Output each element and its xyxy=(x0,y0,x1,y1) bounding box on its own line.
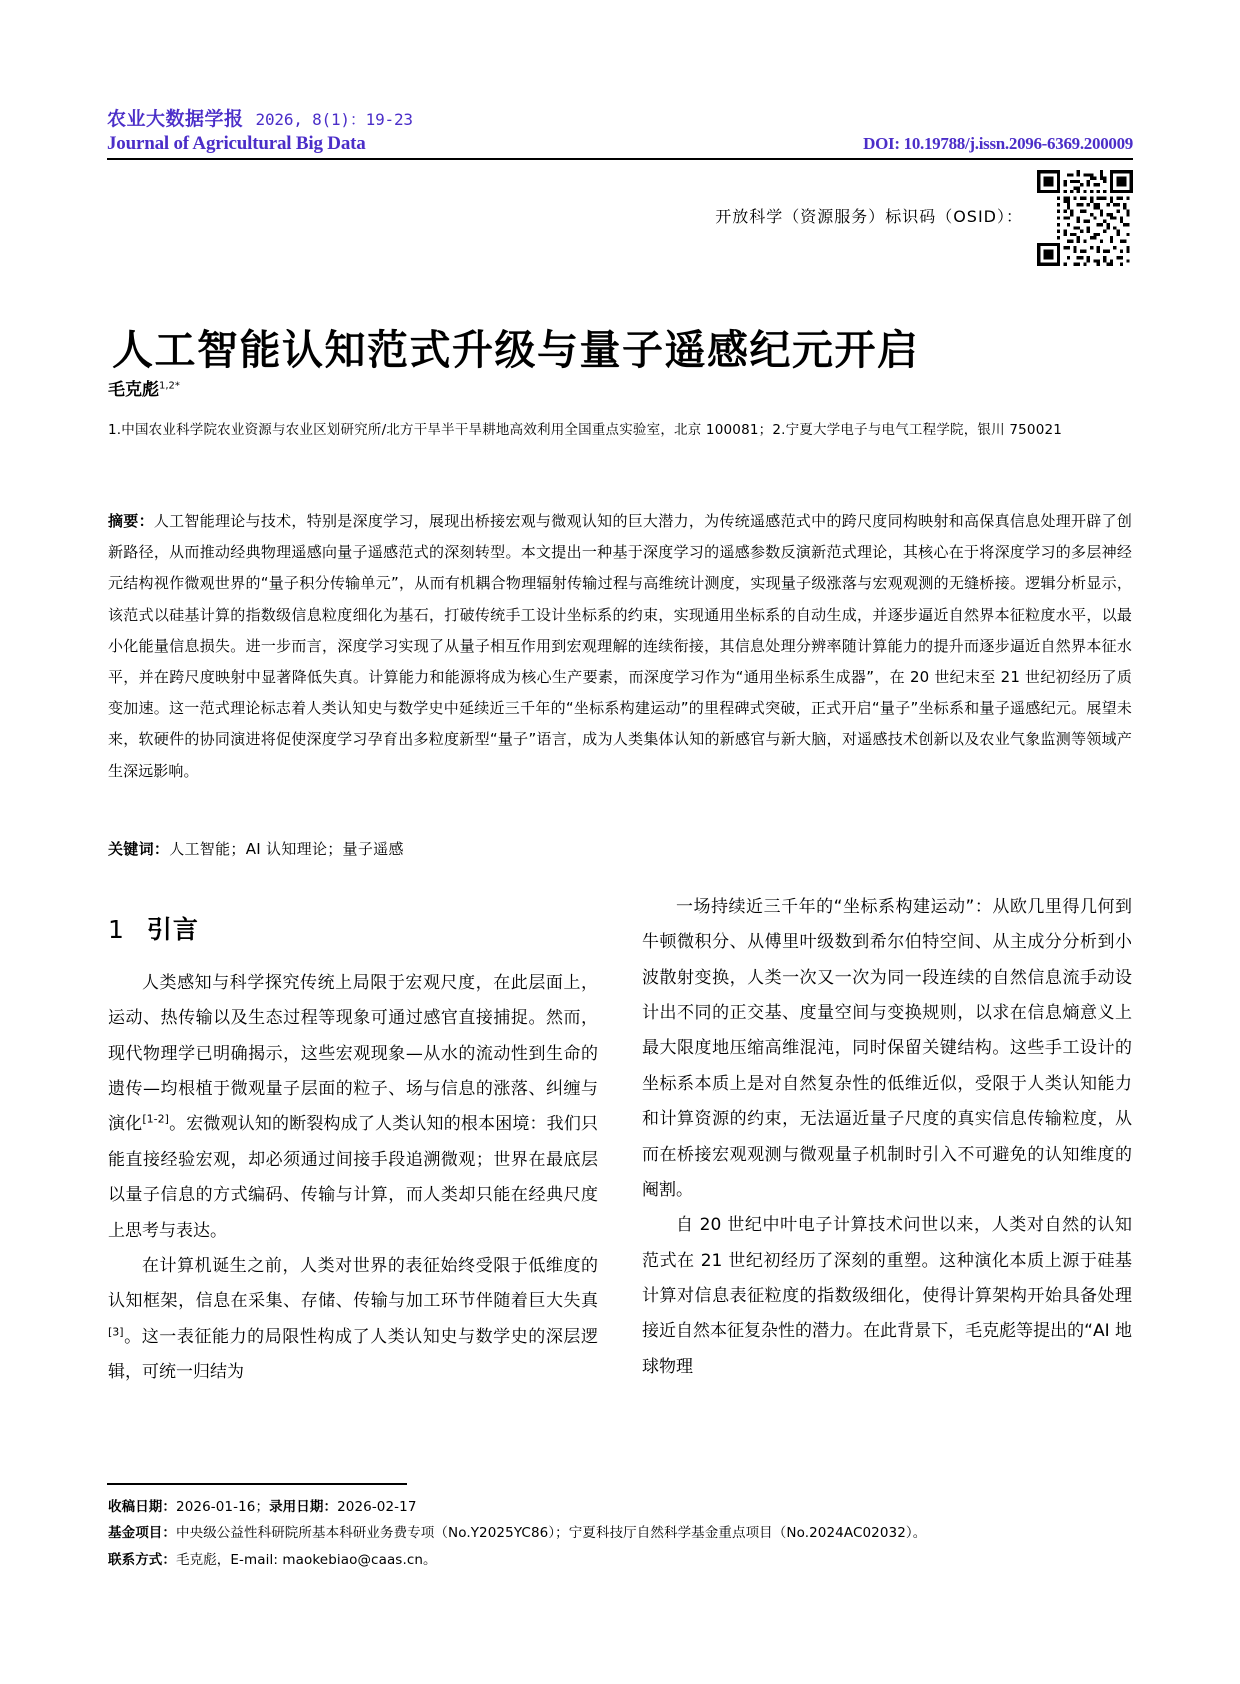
journal-title-block xyxy=(107,104,413,131)
paragraph: 自 20 世纪中叶电子计算技术问世以来，人类对自然的认知范式在 21 世纪初经历了深刻的重塑。这种演化本质上源于硅基计算对信息表征粒度的指数级细化，使得计算架构开始具备处理接近自然本征复杂性的潜力。在此背景下，毛克彪等提出的“AI 地球物理 xyxy=(642,1215,1132,1377)
funding-label: 基金项目： xyxy=(108,1525,176,1542)
author-name: 毛克彪 xyxy=(108,380,159,400)
abstract-text: 人工智能理论与技术，特别是深度学习，展现出桥接宏观与微观认知的巨大潜力，为传统遥感范式中的跨尺度同构映射和高保真信息处理开辟了创新路径，从而推动经典物理遥感向量子遥感范式的深刻转型。本文提出一种基于深度学习的遥感参数反演新范式理论，其核心在于将深度学习的多层神经元结构视作微观世界的“量子积分传输单元”，从而有机耦合物理辐射传输过程与高维统计测度，实现量子级涨落与宏观观测的无缝桥接。逻辑分析显示，该范式以硅基计算的指数级信息粒度细化为基石，打破传统手工设计坐标系的约束，实现通用坐标系的自动生成，并逐步逼近自然界本征粒度水平，以最小化能量信息损失。进一步而言，深度学习实现了从量子相互作用到宏观理解的连续衔接，其信息处理分辨率随计算能力的提升而逐步逼近自然界本征水平，并在跨尺度映射中显著降低失真。计算能力和能源将成为核心生产要素，而深度学习作为“通用坐标系生成器”，在 20 世纪末至 21 世纪初经历了质变加速。这一范式理论标志着人类认知史与数学史中延续近三千年的“坐标系构建运动”的里程碑式突破，正式开启“量子”坐标系和量子遥感纪元。展望未来，软硬件的协同演进将促使深度学习孕育出多粒度新型“量子”语言，成为人类集体认知的新感官与新大脑，对遥感技术创新以及农业气象监测等领域产生深远影响。 xyxy=(108,512,1132,780)
contact-label: 联系方式： xyxy=(108,1551,176,1568)
section-heading-introduction xyxy=(108,904,598,956)
journal-issue-info: 2026, 8(1)：19-23 xyxy=(255,110,413,129)
funding-value: 中央级公益性科研院所基本科研业务费专项（No.Y2025YC86）；宁夏科技厅自然科学基金重点项目（No.2024AC02032）。 xyxy=(176,1525,927,1542)
contact-value: 毛克彪，E-mail: maokebiao@caas.cn。 xyxy=(176,1551,437,1568)
footnote-divider-rule xyxy=(107,1483,407,1485)
osid-block xyxy=(107,168,1133,268)
page-title: 人工智能认知范式升级与量子遥感纪元开启 xyxy=(112,326,920,375)
section-number: 1 xyxy=(108,915,125,944)
body-column-left xyxy=(108,890,598,1390)
abstract-block xyxy=(108,506,1132,787)
journal-masthead xyxy=(107,104,1133,155)
doi-link[interactable]: DOI: 10.19788/j.issn.2096-6369.200009 xyxy=(863,134,1133,153)
journal-title-en: Journal of Agricultural Big Data xyxy=(107,133,366,154)
masthead-bottom-row xyxy=(107,131,1133,155)
body-columns xyxy=(108,890,1132,1390)
footnote-dates xyxy=(108,1494,1132,1520)
journal-title-cn: 农业大数据学报 xyxy=(107,109,244,130)
paragraph: 在计算机诞生之前，人类对世界的表征始终受限于低维度的认知框架，信息在采集、存储、传输与加工环节伴随着巨大失真[3]。这一表征能力的局限性构成了人类认知史与数学史的深层逻辑，可统一归结为 xyxy=(108,1255,598,1382)
qr-code-icon[interactable] xyxy=(1037,170,1133,266)
header-divider-rule xyxy=(107,158,1133,160)
section-title: 引言 xyxy=(146,915,199,944)
author-line xyxy=(108,375,1128,400)
received-date-label: 收稿日期： xyxy=(108,1499,176,1515)
footnote-block xyxy=(108,1494,1132,1573)
affiliation-text: 1.中国农业科学院农业资源与农业区划研究所/北方干旱半干旱耕地高效利用全国重点实验室，北京 100081；2.宁夏大学电子与电气工程学院，银川 750021 xyxy=(108,422,1063,438)
accepted-date-label: 录用日期： xyxy=(269,1499,338,1515)
received-date-value: 2026-01-16； xyxy=(176,1499,270,1515)
masthead-top-row xyxy=(107,104,1133,131)
osid-label: 开放科学（资源服务）标识码（OSID）： xyxy=(715,207,1023,226)
accepted-date-value: 2026-02-17 xyxy=(337,1499,417,1515)
body-column-right xyxy=(642,890,1132,1390)
paragraph: 一场持续近三千年的“坐标系构建运动”：从欧几里得几何到牛顿微积分、从傅里叶级数到希尔伯特空间、从主成分分析到小波散射变换，人类一次又一次为同一段连续的自然信息流手动设计出不同的正交基、度量空间与变换规则，以求在信息熵意义上最大限度地压缩高维混沌，同时保留关键结构。这些手工设计的坐标系本质上是对自然复杂性的低维近似，受限于人类认知能力和计算资源的约束，无法逼近量子尺度的真实信息传输粒度，从而在桥接宏观观测与微观量子机制时引入不可避免的认知维度的阉割。 xyxy=(642,897,1132,1200)
author-affiliation-marker: 1,2* xyxy=(159,380,180,392)
footnote-contact xyxy=(108,1547,1132,1573)
keywords-text: 人工智能；AI 认知理论；量子遥感 xyxy=(169,840,404,858)
paragraph: 人类感知与科学探究传统上局限于宏观尺度，在此层面上，运动、热传输以及生态过程等现象可通过感官直接捕捉。然而，现代物理学已明确揭示，这些宏观现象—从水的流动性到生命的遗传—均根植于微观量子层面的粒子、场与信息的涨落、纠缠与演化[1-2]。宏微观认知的断裂构成了人类认知的根本困境：我们只能直接经验宏观，却必须通过间接手段追溯微观；世界在最底层以量子信息的方式编码、传输与计算，而人类却只能在经典尺度上思考与表达。 xyxy=(108,973,599,1241)
abstract-label: 摘要： xyxy=(108,512,154,530)
keywords-block xyxy=(108,838,1132,859)
keywords-label: 关键词： xyxy=(108,840,170,858)
footnote-funding xyxy=(108,1520,1132,1546)
